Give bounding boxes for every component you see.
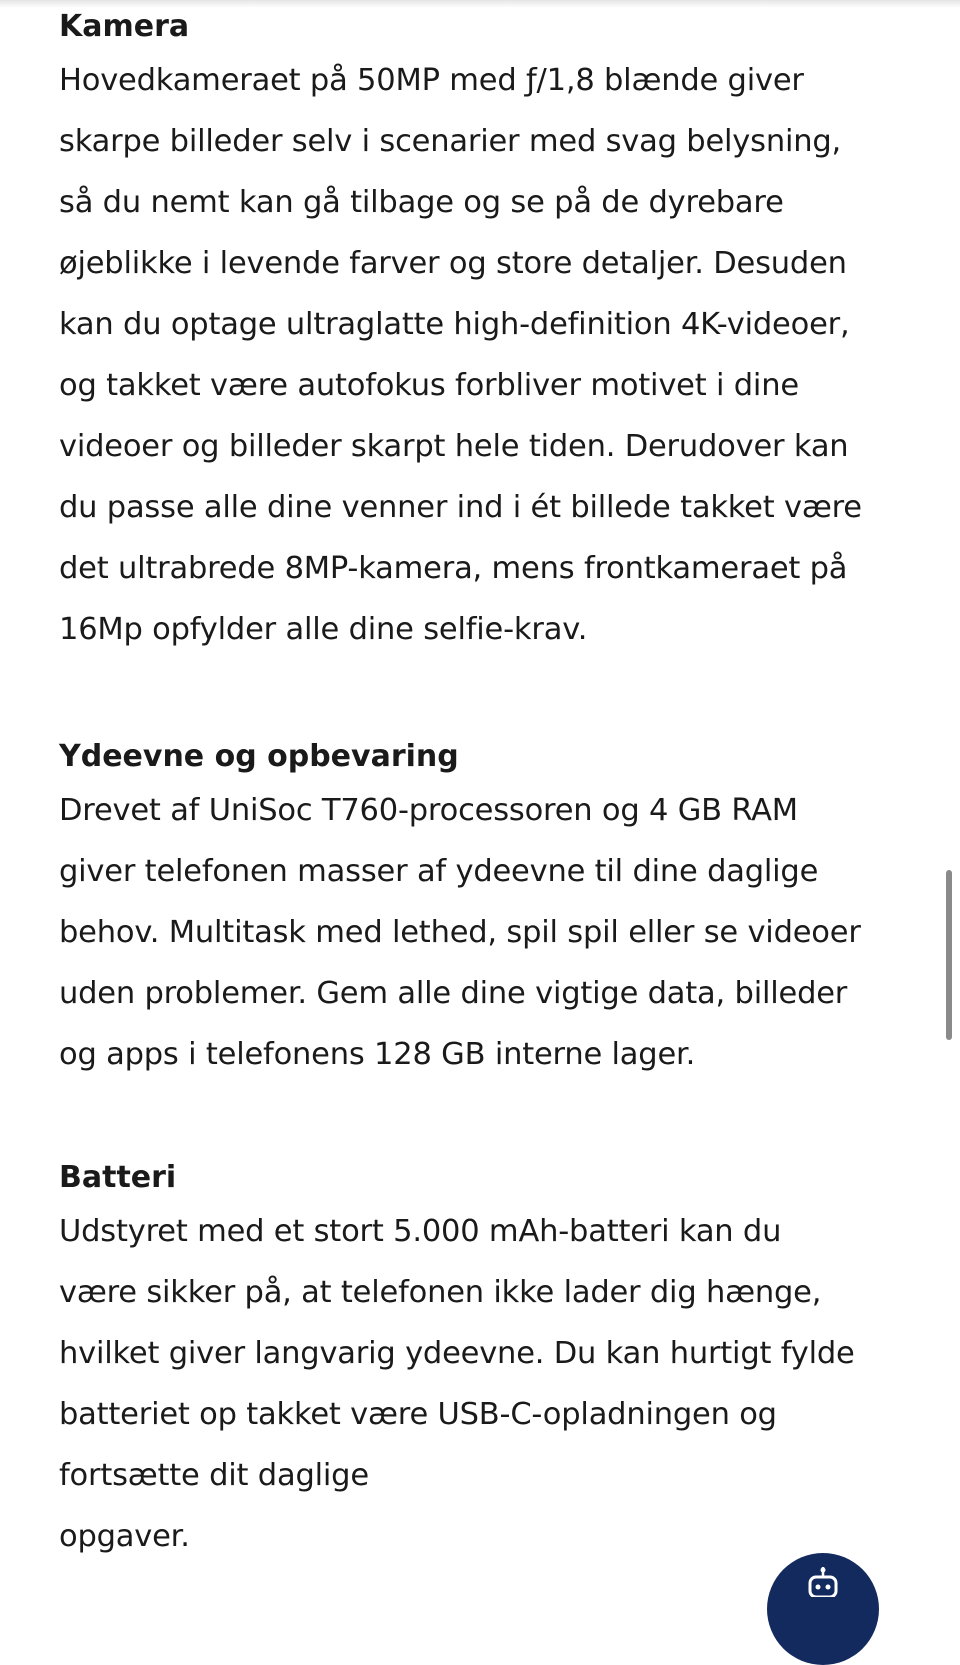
body-line: øjeblikke i levende farver og store detaljer. Desuden (59, 246, 847, 281)
section-body-ydeevne (59, 780, 861, 1085)
body-line: batteriet op takket være USB-C-opladningen og (59, 1397, 777, 1432)
section-batteri (59, 1155, 855, 1567)
section-heading-batteri: Batteri (59, 1160, 177, 1195)
body-line: det ultrabrede 8MP-kamera, mens frontkameraet på (59, 551, 848, 586)
body-line: opgaver. (59, 1519, 190, 1554)
body-line: hvilket giver langvarig ydeevne. Du kan hurtigt fylde (59, 1336, 855, 1371)
body-line: behov. Multitask med lethed, spil spil eller se videoer (59, 915, 861, 950)
body-line: 16Mp opfylder alle dine selfie-krav. (59, 612, 588, 647)
body-line: videoer og billeder skarpt hele tiden. Derudover kan (59, 429, 849, 464)
body-line: giver telefonen masser af ydeevne til dine daglige (59, 854, 819, 889)
body-line: fortsætte dit daglige (59, 1458, 369, 1493)
body-line: uden problemer. Gem alle dine vigtige data, billeder (59, 976, 848, 1011)
body-line: Drevet af UniSoc T760-processoren og 4 GB RAM (59, 793, 798, 828)
body-line: Hovedkameraet på 50MP med ƒ/1,8 blænde giver (59, 63, 804, 98)
chat-assistant-button[interactable] (767, 1553, 879, 1665)
body-line: Udstyret med et stort 5.000 mAh-batteri kan du (59, 1214, 782, 1249)
body-line: kan du optage ultraglatte high-definition 4K-videoer, (59, 307, 850, 342)
body-line: og takket være autofokus forbliver motivet i dine (59, 368, 799, 403)
body-line: du passe alle dine venner ind i ét billede takket være (59, 490, 862, 525)
section-heading-ydeevne: Ydeevne og opbevaring (59, 739, 459, 774)
body-line: skarpe billeder selv i scenarier med svag belysning, (59, 124, 842, 159)
section-ydeevne (59, 734, 861, 1085)
section-heading-kamera: Kamera (59, 9, 190, 44)
section-kamera (59, 4, 862, 660)
body-line: så du nemt kan gå tilbage og se på de dyrebare (59, 185, 784, 220)
section-body-kamera (59, 50, 862, 660)
section-body-batteri (59, 1201, 855, 1567)
body-line: være sikker på, at telefonen ikke lader dig hænge, (59, 1275, 822, 1310)
scrollbar-thumb[interactable] (946, 870, 952, 1040)
body-line: og apps i telefonens 128 GB interne lager. (59, 1037, 696, 1072)
